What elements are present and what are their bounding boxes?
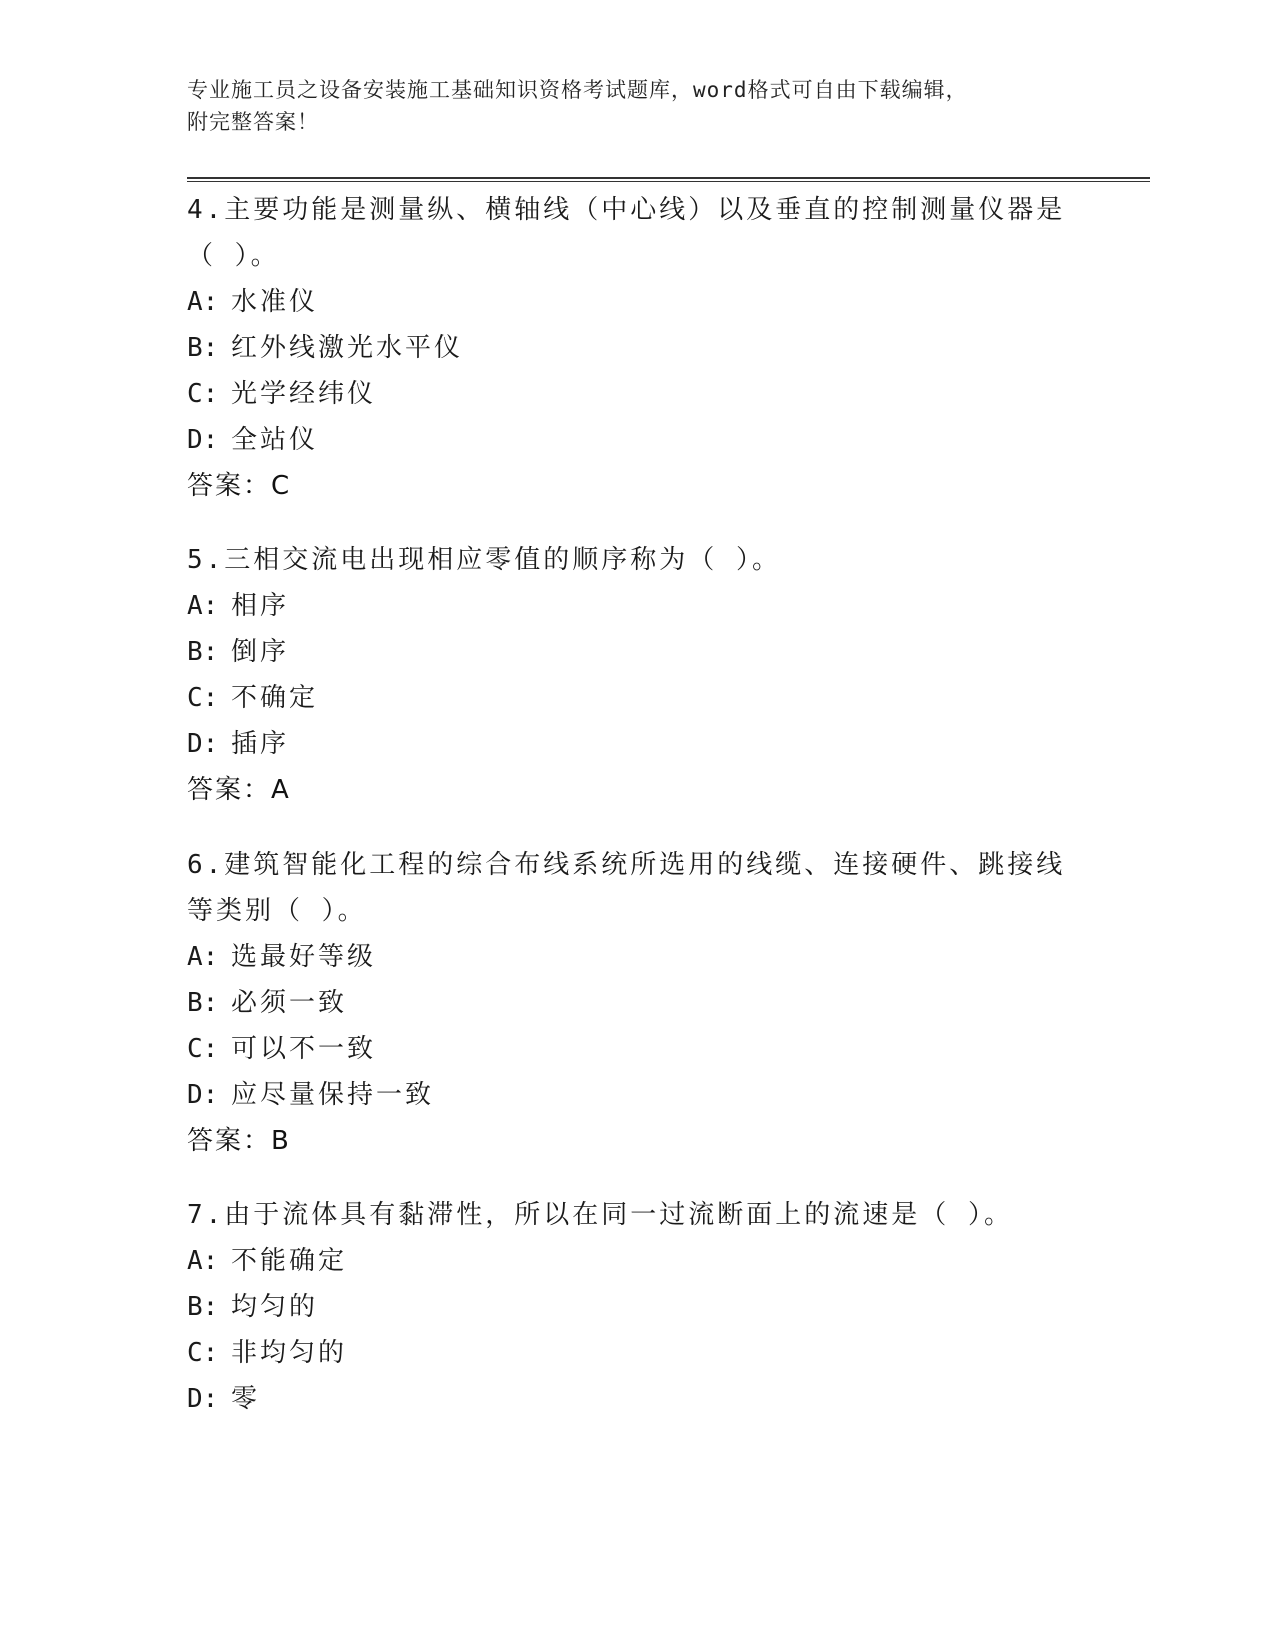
option-text: 插序 xyxy=(231,729,290,759)
option-key: C: xyxy=(187,683,219,713)
question-stem-line: 7.由于流体具有黏滞性，所以在同一过流断面上的流速是（ ）。 xyxy=(187,1200,1013,1230)
option-text: 应尽量保持一致 xyxy=(231,1080,435,1110)
option-text: 水准仪 xyxy=(231,287,319,317)
header-line-2: 附完整答案！ xyxy=(187,110,319,134)
header-divider-thin xyxy=(187,181,1150,182)
question-5 xyxy=(187,537,1087,813)
option-b xyxy=(187,325,1087,371)
header-line-1: 专业施工员之设备安装施工基础知识资格考试题库，word格式可自由下载编辑， xyxy=(187,78,968,102)
question-stem-line: （ ）。 xyxy=(187,241,280,271)
option-a xyxy=(187,583,1087,629)
option-key: A: xyxy=(187,942,219,972)
question-stem-line: 4.主要功能是测量纵、横轴线（中心线）以及垂直的控制测量仪器是 xyxy=(187,195,1066,225)
option-text: 不确定 xyxy=(231,683,319,713)
option-key: B: xyxy=(187,637,219,667)
option-key: A: xyxy=(187,1246,219,1276)
document-header xyxy=(187,74,1087,138)
option-c xyxy=(187,675,1087,721)
option-key: B: xyxy=(187,1292,219,1322)
question-6 xyxy=(187,842,1087,1164)
option-text: 非均匀的 xyxy=(231,1338,348,1368)
option-text: 光学经纬仪 xyxy=(231,379,377,409)
option-text: 均匀的 xyxy=(231,1292,319,1322)
answer-line: 答案：B xyxy=(187,1126,291,1156)
answer-line: 答案：C xyxy=(187,471,292,501)
option-d xyxy=(187,1376,1087,1422)
question-7 xyxy=(187,1192,1087,1422)
option-text: 零 xyxy=(231,1384,261,1414)
option-d xyxy=(187,417,1087,463)
question-4 xyxy=(187,187,1087,509)
header-divider-thick xyxy=(187,177,1150,179)
option-d xyxy=(187,1072,1087,1118)
option-c xyxy=(187,371,1087,417)
option-b xyxy=(187,980,1087,1026)
option-text: 全站仪 xyxy=(231,425,319,455)
option-text: 可以不一致 xyxy=(231,1034,377,1064)
option-d xyxy=(187,721,1087,767)
option-b xyxy=(187,1284,1087,1330)
option-a xyxy=(187,1238,1087,1284)
answer-line: 答案：A xyxy=(187,775,291,805)
option-key: C: xyxy=(187,1338,219,1368)
option-text: 不能确定 xyxy=(231,1246,348,1276)
option-key: D: xyxy=(187,425,219,455)
option-text: 选最好等级 xyxy=(231,942,377,972)
option-text: 相序 xyxy=(231,591,290,621)
option-b xyxy=(187,629,1087,675)
option-text: 红外线激光水平仪 xyxy=(231,333,464,363)
question-stem-line: 5.三相交流电出现相应零值的顺序称为（ ）。 xyxy=(187,545,781,575)
option-key: D: xyxy=(187,1080,219,1110)
option-text: 倒序 xyxy=(231,637,290,667)
question-stem-line: 等类别（ ）。 xyxy=(187,896,367,926)
option-key: B: xyxy=(187,333,219,363)
option-key: C: xyxy=(187,1034,219,1064)
question-stem-line: 6.建筑智能化工程的综合布线系统所选用的线缆、连接硬件、跳接线 xyxy=(187,850,1066,880)
option-c xyxy=(187,1026,1087,1072)
option-a xyxy=(187,279,1087,325)
option-a xyxy=(187,934,1087,980)
option-key: A: xyxy=(187,287,219,317)
option-key: B: xyxy=(187,988,219,1018)
option-key: C: xyxy=(187,379,219,409)
option-key: D: xyxy=(187,1384,219,1414)
option-text: 必须一致 xyxy=(231,988,348,1018)
option-key: D: xyxy=(187,729,219,759)
option-key: A: xyxy=(187,591,219,621)
option-c xyxy=(187,1330,1087,1376)
